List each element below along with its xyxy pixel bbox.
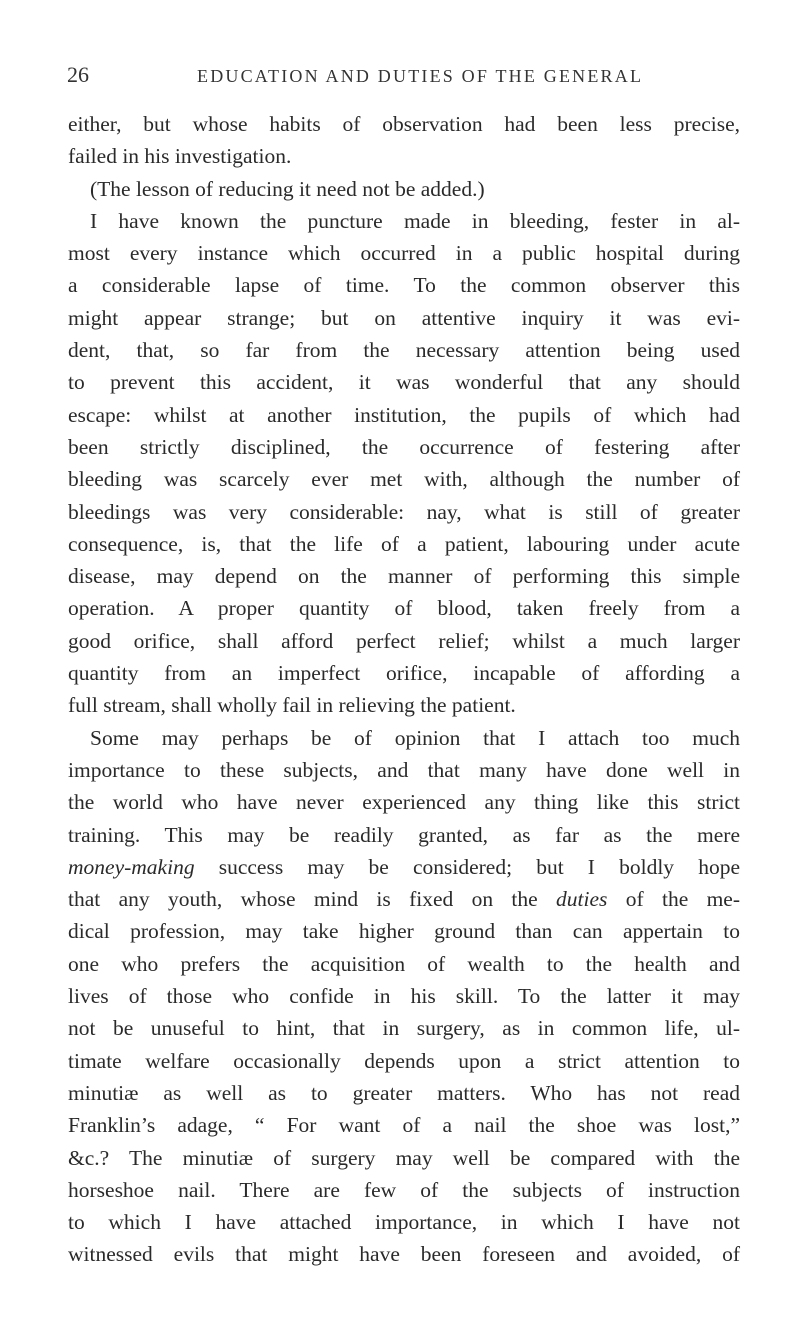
body-text bbox=[68, 108, 740, 1271]
text-line: dent, that, so far from the necessary attention being used bbox=[68, 338, 740, 363]
text-line: failed in his investigation. bbox=[68, 144, 292, 169]
text-line: good orifice, shall afford perfect relief; whilst a much larger bbox=[68, 628, 740, 653]
text-line: bleedings was very considerable: nay, what is still of greater bbox=[68, 499, 740, 524]
text-line: quantity from an imperfect orifice, incapable of affording a bbox=[68, 661, 740, 686]
text-line: one who prefers the acquisition of wealth to the health and bbox=[68, 951, 740, 976]
text-line: consequence, is, that the life of a patient, labouring under acute bbox=[68, 531, 740, 556]
text-line: lives of those who confide in his skill. To the latter it may bbox=[68, 984, 740, 1009]
text-line: disease, may depend on the manner of performing this simple bbox=[68, 564, 740, 589]
text-line: Some may perhaps be of opinion that I attach too much bbox=[90, 725, 740, 750]
text-line: most every instance which occurred in a public hospital during bbox=[68, 241, 740, 266]
text-line: &c.? The minutiæ of surgery may well be compared with the bbox=[68, 1145, 740, 1170]
text-line: bleeding was scarcely ever met with, although the number of bbox=[68, 467, 740, 492]
text-line bbox=[68, 883, 740, 915]
italic-text: money-making bbox=[68, 854, 195, 879]
text-line: to which I have attached importance, in which I have not bbox=[68, 1210, 740, 1235]
text-line: escape: whilst at another institution, the pupils of which had bbox=[68, 402, 740, 427]
text-line: Franklin’s adage, “ For want of a nail the shoe was lost,” bbox=[68, 1113, 740, 1138]
text-line: been strictly disciplined, the occurrence of festering after bbox=[68, 434, 740, 459]
text-segment: of the me- bbox=[607, 887, 741, 912]
text-line: witnessed evils that might have been foreseen and avoided, of bbox=[68, 1242, 740, 1267]
text-line: not be unuseful to hint, that in surgery, as in common life, ul- bbox=[68, 1016, 740, 1041]
text-line: to prevent this accident, it was wonderful that any should bbox=[68, 370, 740, 395]
text-line: minutiæ as well as to greater matters. Who has not read bbox=[68, 1080, 740, 1105]
text-line: timate welfare occasionally depends upon a strict attention to bbox=[68, 1048, 740, 1073]
text-line: a considerable lapse of time. To the common observer this bbox=[68, 273, 740, 298]
text-line bbox=[68, 851, 740, 883]
text-line: might appear strange; but on attentive inquiry it was evi- bbox=[68, 305, 740, 330]
text-line: the world who have never experienced any thing like this strict bbox=[68, 790, 740, 815]
running-head: EDUCATION AND DUTIES OF THE GENERAL bbox=[197, 66, 644, 86]
text-line: dical profession, may take higher ground than can appertain to bbox=[68, 919, 740, 944]
text-line: either, but whose habits of observation had been less precise, bbox=[68, 112, 740, 136]
text-line: operation. A proper quantity of blood, taken freely from a bbox=[68, 596, 740, 621]
text-line: I have known the puncture made in bleeding, fester in al- bbox=[90, 208, 740, 233]
text-line: (The lesson of reducing it need not be added.) bbox=[90, 176, 485, 201]
italic-text: duties bbox=[556, 887, 608, 912]
text-segment: success may be considered; but I boldly hope bbox=[194, 854, 740, 879]
text-line: training. This may be readily granted, as far as the mere bbox=[68, 822, 740, 847]
text-line: full stream, shall wholly fail in relieving the patient. bbox=[68, 693, 516, 718]
page-number: 26 bbox=[67, 62, 89, 87]
text-line: importance to these subjects, and that many have done well in bbox=[68, 757, 740, 782]
text-segment: that any youth, whose mind is fixed on the bbox=[68, 887, 557, 912]
page-header bbox=[67, 62, 747, 92]
text-line: horseshoe nail. There are few of the subjects of instruction bbox=[68, 1177, 740, 1202]
